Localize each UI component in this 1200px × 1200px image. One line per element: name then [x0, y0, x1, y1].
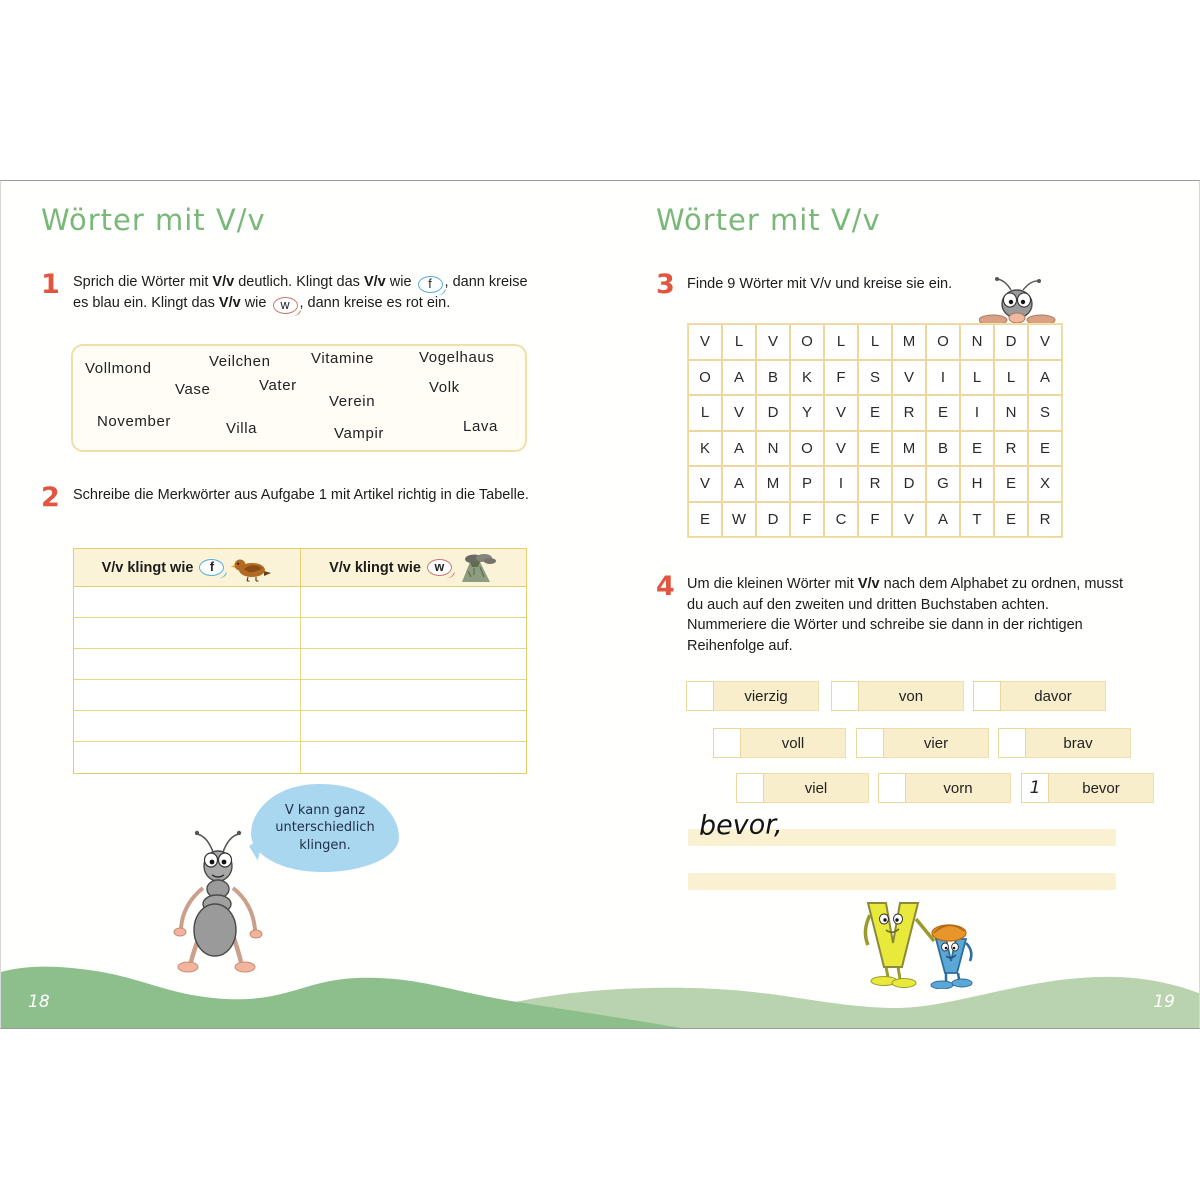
ant-speech-bubble: V kann ganz unterschiedlich klingen. [251, 784, 399, 872]
number-square [998, 728, 1026, 758]
wordsearch-cell: V [892, 502, 926, 538]
ordering-word-box [686, 681, 819, 711]
cloud-word: Lava [463, 418, 498, 435]
number-square [713, 728, 741, 758]
wordsearch-cell: E [960, 431, 994, 467]
cloud-word: Villa [226, 420, 258, 437]
wordsearch-cell: V [892, 360, 926, 396]
cloud-word: Veilchen [209, 353, 271, 370]
wordsearch-cell: F [790, 502, 824, 538]
wordsearch-cell: E [926, 395, 960, 431]
ordering-word-box [998, 728, 1131, 758]
wordsearch-cell: E [1028, 431, 1062, 467]
wordsearch-cell: W [722, 502, 756, 538]
cloud-word: Volk [429, 379, 460, 396]
cloud-word: Vogelhaus [419, 349, 495, 366]
wordsearch-cell: E [994, 502, 1028, 538]
instruction-bold: V/v [212, 274, 235, 290]
wordsearch-cell: V [688, 466, 722, 502]
wordsearch-cell: V [722, 395, 756, 431]
cloud-word: Vampir [334, 425, 384, 442]
number-square [736, 773, 764, 803]
instruction-bold: V/v [857, 576, 880, 592]
wordsearch-cell: R [858, 466, 892, 502]
wordsearch-cell: V [756, 324, 790, 360]
ordering-word-box [831, 681, 964, 711]
wordsearch-cell: M [756, 466, 790, 502]
page-number-right: 19 [1153, 992, 1175, 1012]
wordsearch-cell: T [960, 502, 994, 538]
wordsearch-cell: E [994, 466, 1028, 502]
wordsearch-cell: O [688, 360, 722, 396]
f-sound-bubble-icon: f [418, 276, 443, 293]
wordsearch-cell: V [1028, 324, 1062, 360]
ordering-word-box [878, 773, 1011, 803]
cloud-word: November [97, 413, 171, 430]
wordsearch-cell: V [824, 395, 858, 431]
header-label: V/v klingt wie [329, 559, 421, 576]
wordsearch-cell: L [960, 360, 994, 396]
wordsearch-cell: A [722, 431, 756, 467]
number-square [686, 681, 714, 711]
wordsearch-cell: R [994, 431, 1028, 467]
instruction-bold: V/v [363, 274, 386, 290]
wordsearch-cell: D [756, 395, 790, 431]
instruction-text: , dann kreise es rot ein. [299, 295, 451, 311]
wordsearch-cell: F [824, 360, 858, 396]
exercise4-number: 4 [656, 571, 675, 602]
instruction-text: deutlich. Klingt das [238, 274, 360, 290]
word-label: voll [741, 728, 846, 758]
wordsearch-cell: K [790, 360, 824, 396]
instruction-text: Um die kleinen Wörter mit [687, 576, 854, 592]
header-label: V/v klingt wie [101, 559, 194, 576]
answer-line-2 [688, 873, 1116, 890]
cloud-word: Verein [329, 393, 376, 410]
word-label: davor [1001, 681, 1106, 711]
word-label: bevor [1049, 773, 1154, 803]
wordsearch-cell: E [858, 395, 892, 431]
wordsearch-cell: A [722, 360, 756, 396]
wordsearch-cell: P [790, 466, 824, 502]
wordsearch-cell: E [858, 431, 892, 467]
word-label: viel [764, 773, 869, 803]
instruction-bold: V/v [218, 295, 241, 311]
cloud-word: Vollmond [85, 360, 152, 377]
instruction-text: Sprich die Wörter mit [73, 274, 209, 290]
ordering-word-box [713, 728, 846, 758]
cloud-word: Vase [175, 381, 211, 398]
wordsearch-cell: O [790, 431, 824, 467]
w-sound-bubble-icon: w [273, 297, 298, 314]
number-square [831, 681, 859, 711]
cloud-word: Vater [259, 377, 297, 394]
page-number-left: 18 [28, 992, 50, 1012]
word-label: vierzig [714, 681, 819, 711]
number-square: 1 [1021, 773, 1049, 803]
footer-wave-decoration [1, 958, 1200, 1028]
wordsearch-cell: F [858, 502, 892, 538]
wordsearch-cell: N [960, 324, 994, 360]
wordsearch-cell: L [722, 324, 756, 360]
wordsearch-cell: R [1028, 502, 1062, 538]
page-title-right: Wörter mit V/v [656, 203, 881, 237]
wordsearch-cell: O [790, 324, 824, 360]
instruction-text: wie [244, 295, 267, 311]
instruction-text: wie [389, 274, 412, 290]
instruction-text: , dann kreise es blau ein. Klingt das [73, 274, 528, 311]
wordsearch-cell: K [688, 431, 722, 467]
number-square [856, 728, 884, 758]
wordsearch-cell: N [994, 395, 1028, 431]
wordsearch-cell: E [688, 502, 722, 538]
wordsearch-cell: Y [790, 395, 824, 431]
word-label: vorn [906, 773, 1011, 803]
wordsearch-cell: S [1028, 395, 1062, 431]
wordsearch-cell: V [688, 324, 722, 360]
number-square [973, 681, 1001, 711]
exercise3-number: 3 [656, 269, 675, 300]
ordering-word-box [973, 681, 1106, 711]
word-label: vier [884, 728, 989, 758]
wordsearch-cell: B [756, 360, 790, 396]
f-sound-bubble-icon: f [199, 559, 224, 576]
wordsearch-cell: A [926, 502, 960, 538]
wordsearch-cell: I [926, 360, 960, 396]
wordsearch-cell: D [756, 502, 790, 538]
wordsearch-cell: L [994, 360, 1028, 396]
wordsearch-cell: X [1028, 466, 1062, 502]
ordering-word-box [1021, 773, 1154, 803]
book-spread [0, 180, 1200, 1029]
word-label: brav [1026, 728, 1131, 758]
wordsearch-cell: M [892, 324, 926, 360]
wordsearch-cell: L [688, 395, 722, 431]
wordsearch-cell: V [824, 431, 858, 467]
cloud-word: Vitamine [311, 350, 374, 367]
wordsearch-cell: G [926, 466, 960, 502]
number-square [878, 773, 906, 803]
wordsearch-cell: C [824, 502, 858, 538]
w-sound-bubble-icon: w [427, 559, 452, 576]
wordsearch-cell: D [892, 466, 926, 502]
wordsearch-cell: I [824, 466, 858, 502]
wordsearch-cell: D [994, 324, 1028, 360]
exercise2-number: 2 [41, 482, 60, 513]
wordsearch-cell: N [756, 431, 790, 467]
page-title-left: Wörter mit V/v [41, 203, 266, 237]
wordsearch-cell: O [926, 324, 960, 360]
ordering-word-box [856, 728, 989, 758]
ordering-words [1, 181, 1199, 1028]
wordsearch-cell: A [722, 466, 756, 502]
wordsearch-cell: A [1028, 360, 1062, 396]
wordsearch-cell: S [858, 360, 892, 396]
exercise2-instruction: Schreibe die Merkwörter aus Aufgabe 1 mit Artikel richtig in die Tabelle. [73, 487, 529, 503]
ordering-word-box [736, 773, 869, 803]
wordsearch-cell: L [858, 324, 892, 360]
wordsearch-cell: R [892, 395, 926, 431]
handwritten-answer: bevor, [698, 809, 783, 842]
word-label: von [859, 681, 964, 711]
wordsearch-cell: L [824, 324, 858, 360]
exercise3-instruction: Finde 9 Wörter mit V/v und kreise sie ein. [687, 276, 953, 292]
wordsearch-cell: H [960, 466, 994, 502]
wordsearch-cell: I [960, 395, 994, 431]
wordsearch-cell: B [926, 431, 960, 467]
exercise1-number: 1 [41, 269, 60, 300]
instruction-text: nach dem Alphabet zu ordnen, musst du auch auf den zweiten und dritten Buchstaben achten. Nummeriere die Wörter und schreibe sie dann in der richtigen Reihenfolge auf. [687, 576, 1124, 654]
wordsearch-cell: M [892, 431, 926, 467]
